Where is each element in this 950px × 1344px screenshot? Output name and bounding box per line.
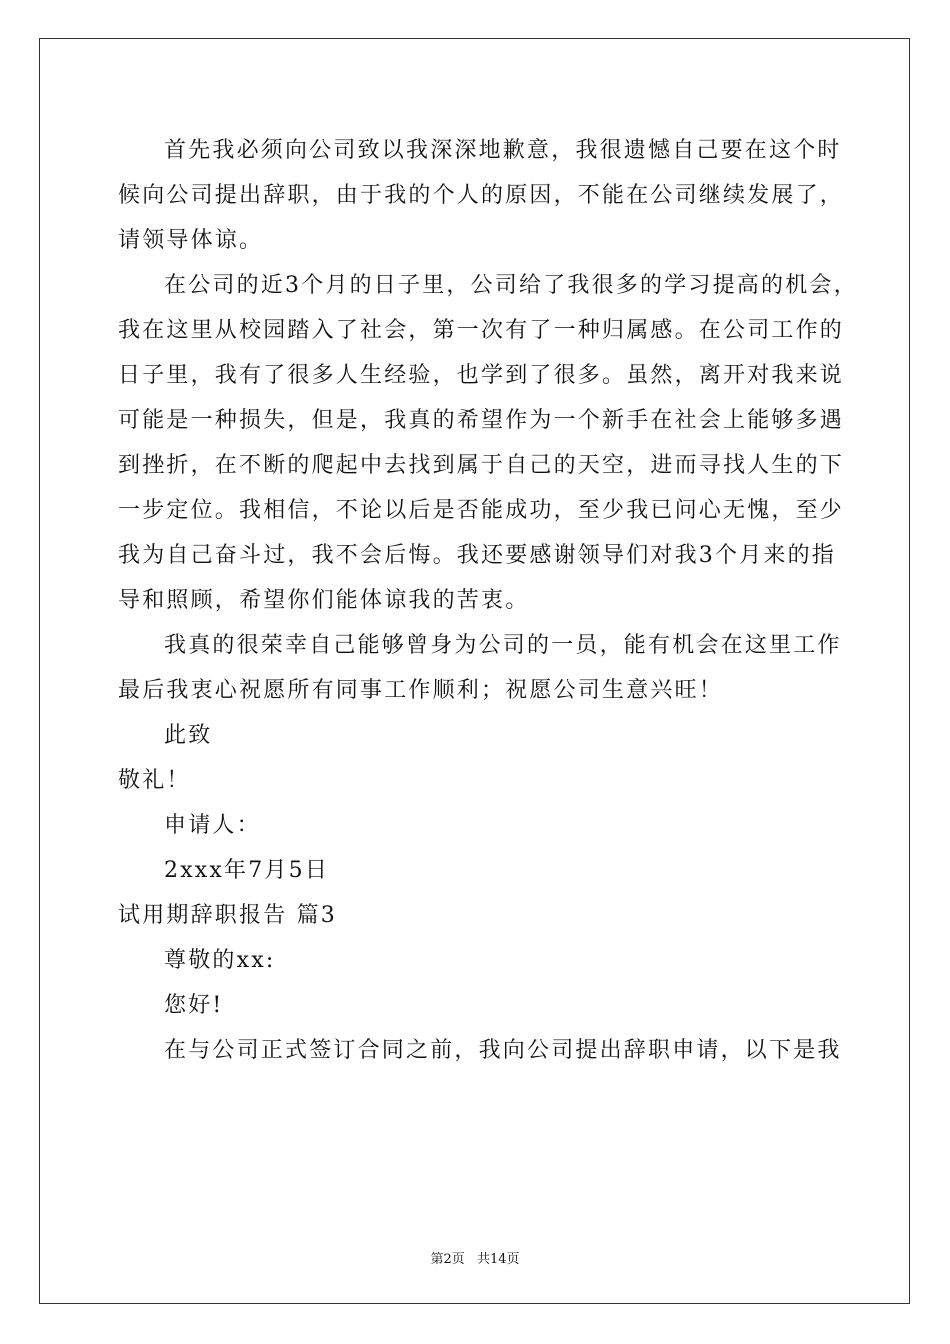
paragraph-line: 我真的很荣幸自己能够曾身为公司的一员，能有机会在这里工作: [164, 633, 842, 658]
paragraph-line: 请领导体谅。: [118, 228, 264, 253]
greeting: 您好!: [164, 993, 224, 1018]
closing-regards: 敬礼！: [118, 768, 191, 793]
paragraph-line: 首先我必须向公司致以我深深地歉意，我很遗憾自己要在这个时: [164, 138, 842, 163]
paragraph-line: 我在这里从校园踏入了社会，第一次有了一种归属感。在公司工作的: [118, 318, 845, 343]
date-line: 2xxx年7月5日: [164, 858, 330, 883]
greeting-recipient: 尊敬的xx:: [164, 948, 276, 973]
paragraph-line: 候向公司提出辞职，由于我的个人的原因，不能在公司继续发展了，: [118, 183, 845, 208]
paragraph-line: 一步定位。我相信，不论以后是否能成功，至少我已问心无愧，至少: [118, 498, 845, 523]
paragraph-line: 可能是一种损失，但是，我真的希望作为一个新手在社会上能够多遇: [118, 408, 845, 433]
page-number: 第2页: [430, 1252, 465, 1267]
section-heading: 试用期辞职报告 篇3: [118, 903, 337, 928]
document-body: [118, 128, 858, 1073]
paragraph-line: 到挫折，在不断的爬起中去找到属于自己的天空，进而寻找人生的下: [118, 453, 845, 478]
closing-salutation: 此致: [164, 723, 213, 748]
paragraph-line: 最后我衷心祝愿所有同事工作顺利；祝愿公司生意兴旺！: [118, 678, 724, 703]
paragraph-line: 导和照顾，希望你们能体谅我的苦衷。: [118, 588, 530, 613]
paragraph-line: 在与公司正式签订合同之前，我向公司提出辞职申请，以下是我: [164, 1038, 842, 1063]
paragraph-line: 在公司的近3个月的日子里，公司给了我很多的学习提高的机会，: [164, 273, 858, 298]
applicant-label: 申请人：: [164, 813, 261, 838]
paragraph-line: 我为自己奋斗过，我不会后悔。我还要感谢领导们对我3个月来的指: [118, 543, 836, 568]
page-total: 共14页: [476, 1252, 520, 1267]
page-footer: [0, 1248, 950, 1267]
paragraph-line: 日子里，我有了很多人生经验，也学到了很多。虽然，离开对我来说: [118, 363, 845, 388]
